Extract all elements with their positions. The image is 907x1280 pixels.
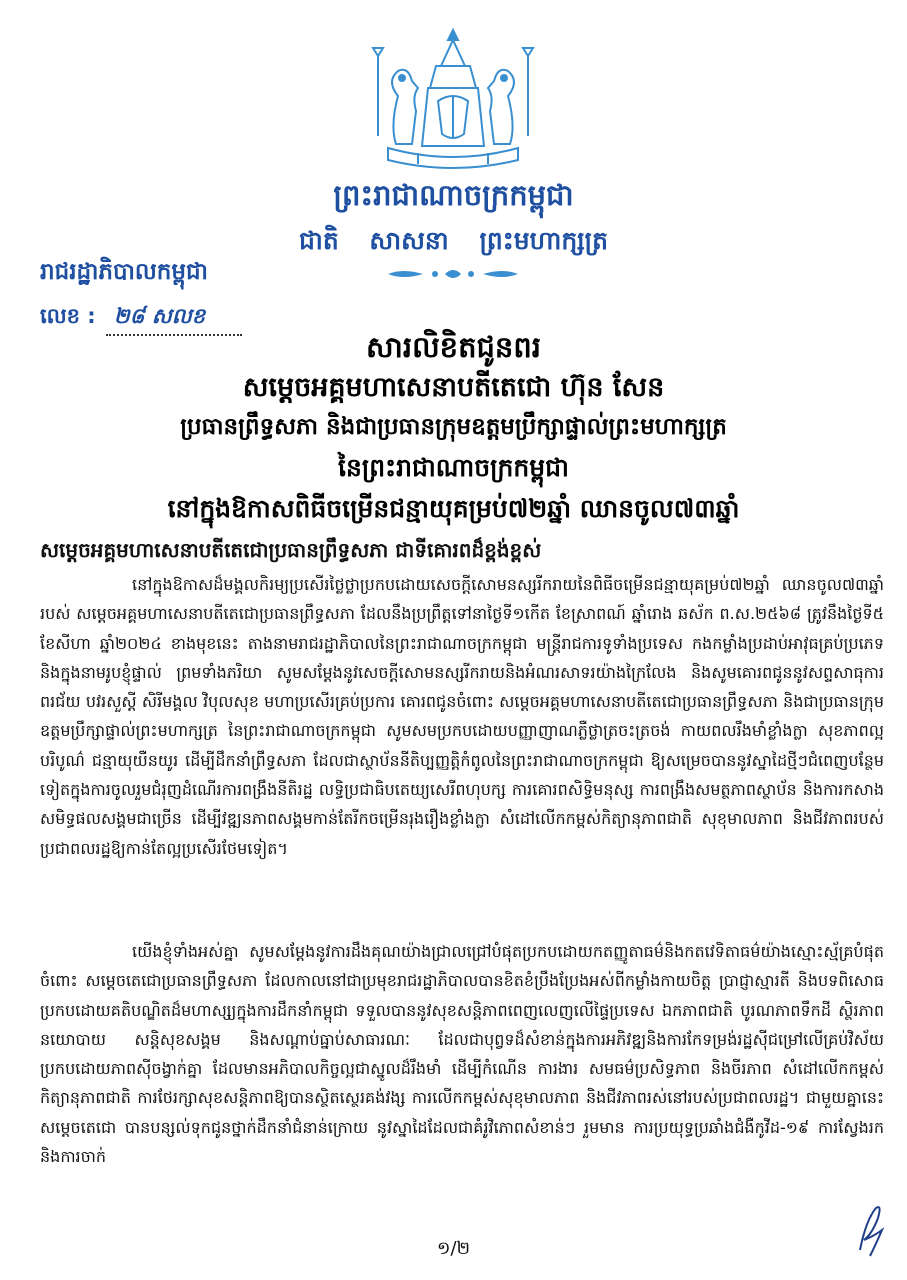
title-recipient-name: សម្តេចអគ្គមហាសេនាបតីតេជោ ហ៊ុន សែន (242, 372, 665, 403)
national-motto: ជាតិ សាសនា ព្រះមហាក្សត្រ (299, 226, 608, 255)
salutation: សម្តេចអគ្គមហាសេនាបតីតេជោប្រធានព្រឹទ្ធសភា ជាទីគោរពដ៏ខ្ពង់ខ្ពស់ (40, 538, 542, 562)
document-title: សារលិខិតជូនពរ (366, 330, 541, 364)
royal-arms-emblem-icon (368, 26, 538, 176)
title-kingdom: នៃព្រះរាជាណាចក្រកម្ពុជា (338, 453, 569, 482)
reference-value: ២៨ សលខ (106, 303, 242, 336)
kingdom-name: ព្រះរាជាណាចក្រកម្ពុជា (333, 178, 574, 212)
ornamental-divider-icon (383, 266, 523, 282)
title-occasion: នៅក្នុងឱកាសពិធីចម្រើនជន្មាយុគម្រប់៧២ឆ្នាំ ឈានចូល៧៣ឆ្នាំ (167, 494, 740, 523)
body-paragraph-2: យើងខ្ញុំទាំងអស់គ្នា សូមសម្តែងនូវការដឹងគុណយ៉ាងជ្រាលជ្រៅបំផុតប្រកបដោយកតញ្ញូតាធម៌និងកតវេទិតាធម៌យ៉ាងស្មោះស្ម័គ្របំផុតចំពោះ សម្តេចតេជោប្រធានព្រឹទ្ធសភា ដែលកាលនៅជាប្រមុខរាជរដ្ឋាភិបាលបានខិតខំប្រឹងប្រែងអស់ពីកម្លាំងកាយចិត្ត ប្រាជ្ញាស្មារតី និងបទពិសោធប្រកបដោយគតិបណ្ឌិតដ៏មហាស្ស្យក្នុងការដឹកនាំកម្ពុជា ទទួលបាននូវសុខសន្តិភាពពេញលេញលើផ្ទៃប្រទេស ឯកភាពជាតិ បូរណភាពទឹកដី ស្ថិរភាពនយោបាយ សន្តិសុខសង្គម និងសណ្តាប់ធ្នាប់សាធារណៈ ដែលជាបុព្វទដ៏សំខាន់ក្នុងការអភិវឌ្ឍនិងការកែទម្រង់រដ្ឋស៊ីជម្រៅលើគ្រប់វិស័យប្រកបដោយភាពស៊ីចង្វាក់គ្នា ដែលមានអភិបាលកិច្ចល្អជាស្នូលដ៏រឹងមាំ ដើម្បីកំណើន ការងារ សមធម៌ប្រសិទ្ធភាព និងចីរភាព សំដៅលើកកម្ពស់កិត្យានុភាពជាតិ ការថែរក្សាសុខសន្តិភាពឱ្យបានស្ថិតស្ថេរគង់វង្ស ការលើកកម្ពស់សុខុមាលភាព និងជីវភាពរស់នៅរបស់ប្រជាពលរដ្ឋ។ ជាមួយគ្នានេះ សម្តេចតេជោ បានបន្សល់ទុកជូនថ្នាក់ដឹកនាំជំនាន់ក្រោយ នូវស្នាដៃដែលជាគំរូវិភោពសំខាន់ៗ រួមមាន ការប្រយុទ្ធប្រឆាំងជំងឺកូវីដ-១៩ ការស្វែងរក និងការចាក់ (40, 942, 884, 1167)
title-recipient-position: ប្រធានព្រឹទ្ធសភា និងជាប្រធានក្រុមឧត្តមប្រឹក្សាផ្ទាល់ព្រះមហាក្សត្រ (180, 414, 727, 440)
reference-label: លេខ : (40, 304, 96, 328)
page-number: ១/២ (436, 1238, 471, 1259)
body-paragraph-1: នៅក្នុងឱកាសដ៏មង្គលកិរម្យប្រសើរថ្លៃថ្លាប្រកបដោយសេចក្តីសោមនស្សរីករាយនៃពិធីចម្រើនជន្មាយុគម្រប់៧២ឆ្នាំ ឈានចូល៧៣ឆ្នាំរបស់ សម្តេចអគ្គមហាសេនាបតីតេជោប្រធានព្រឹទ្ធសភា ដែលនឹងប្រព្រឹត្តទៅនាថ្ងៃទី១កើត ខែស្រាពណ៍ ឆ្នាំរោង ឆស័ក ព.ស.២៥៦៨ ត្រូវនឹងថ្ងៃទី៥ ខែសីហា ឆ្នាំ២០២៤ ខាងមុខនេះ តាងនាមរាជរដ្ឋាភិបាលនៃព្រះរាជាណាចក្រកម្ពុជា មន្ត្រីរាជការទូទាំងប្រទេស កងកម្លាំងប្រដាប់អាវុធគ្រប់ប្រភេទ និងក្នុងនាមរូបខ្ញុំផ្ទាល់ ព្រមទាំងភរិយា សូមសម្តែងនូវសេចក្តីសោមនស្សរីករាយនិងអំណរសាទរយ៉ាងក្រៃលែង និងសូមគោរពជូននូវសព្ទសាធុការពរជ័យ បវរសួស្តី សិរីមង្គល វិបុលសុខ មហាប្រសើរគ្រប់ប្រការ គោរពជូនចំពោះ សម្តេចអគ្គមហាសេនាបតីតេជោប្រធានព្រឹទ្ធសភា និងជាប្រធានក្រុមឧត្តមប្រឹក្សាផ្ទាល់ព្រះមហាក្សត្រ នៃព្រះរាជាណាចក្រកម្ពុជា សូមសមប្រកបដោយបញ្ញាញាណភ្លឺថ្លាត្រចះត្រចង់ កាយពលរឹងមាំខ្លាំងក្លា សុខភាពល្អបរិបូណ៌ ជន្មាយុយឺនយូរ ដើម្បីដឹកនាំព្រឹទ្ធសភា ដែលជាស្ថាប័ននីតិប្បញ្ញត្តិកំពូលនៃព្រះរាជាណាចក្រកម្ពុជា ឱ្យសម្រេចបាននូវស្នាដៃថ្មីៗជំពេញបន្ថែមទៀតក្នុងការចូលរួមជំរុញដំណើរការពង្រឹងនីតិរដ្ឋ លទ្ធិប្រជាធិបតេយ្យសេរីពហុបក្ស ការគោរពសិទ្ធិមនុស្ស ការពង្រឹងសមត្ថភាពស្ថាប័ន និងការកសាងសមិទ្ធផលសង្គមជាច្រើន ដើម្បីវឌ្ឍនភាពសង្គមកាន់តែរីកចម្រើនរុងរឿងខ្លាំងក្លា សំដៅលើកកម្ពស់កិត្យានុភាពជាតិ សុខុមាលភាព និងជីវភាពរបស់ប្រជាពលរដ្ឋឱ្យកាន់តែល្អប្រសើរថែមទៀត។ (40, 575, 884, 858)
signature-mark-icon (852, 1200, 892, 1260)
issuing-government: រាជរដ្ឋាភិបាលកម្ពុជា (40, 259, 208, 285)
